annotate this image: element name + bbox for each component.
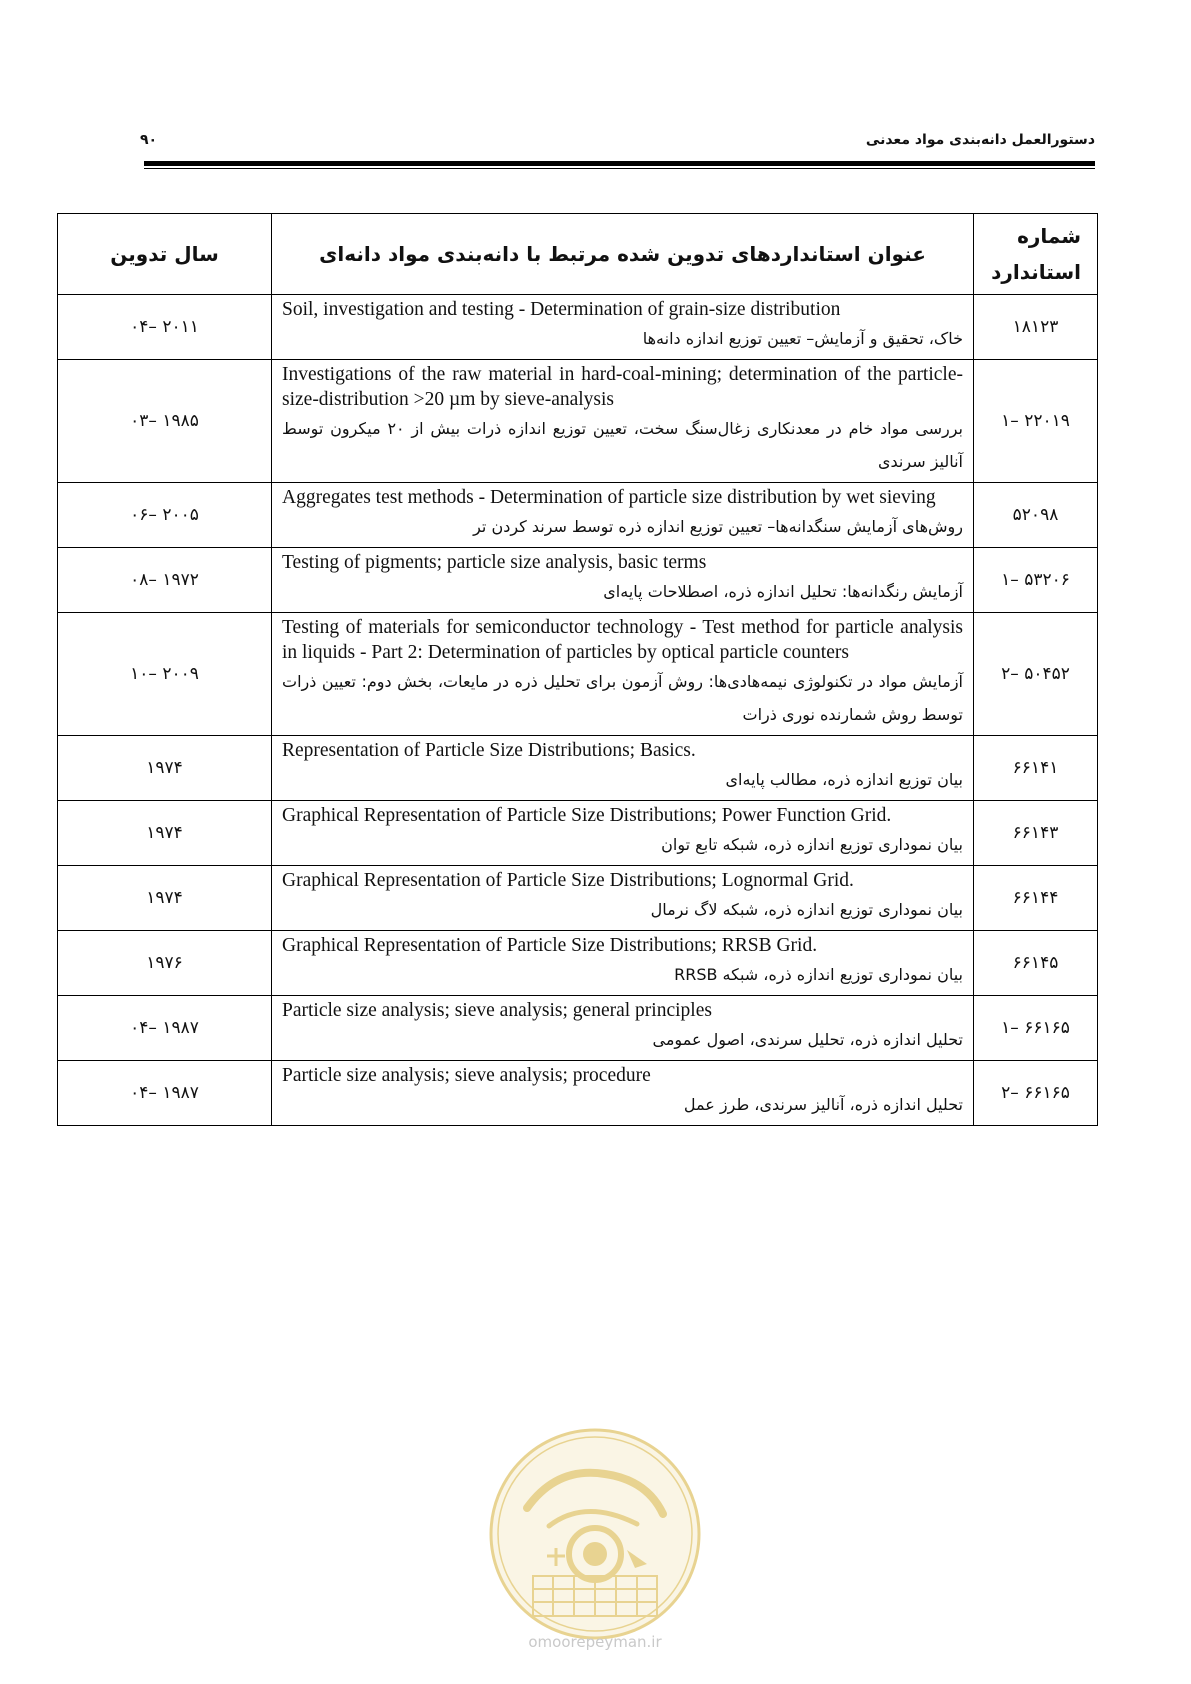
standard-number-cell: ۵۲۰۹۸ [974,483,1098,548]
watermark-url: omoorepeyman.ir [528,1633,662,1651]
standard-title-cell [272,295,974,360]
year-cell: ۱۹۷۴ [58,736,272,801]
title-persian: تحلیل اندازه ذره، آنالیز سرندی، طرز عمل [683,1095,963,1114]
standard-number-cell: ۶۶۱۴۵ [974,931,1098,996]
year-cell: ۱۹۸۷ –۰۴ [58,996,272,1061]
standard-number-cell: ۶۶۱۴۴ [974,866,1098,931]
table-header-row [58,214,1098,295]
table-row [58,801,1098,866]
title-persian: بیان نموداری توزیع اندازه ذره، شبکه تابع توان [661,835,963,854]
title-persian: بیان نموداری توزیع اندازه ذره، شبکه RRSB [674,965,963,984]
standards-table [57,213,1098,1126]
year-cell: ۱۹۷۲ –۰۸ [58,548,272,613]
title-english: Soil, investigation and testing - Determination of grain-size distribution [282,299,841,320]
year-cell: ۱۹۸۵ –۰۳ [58,360,272,483]
standard-number-cell: ۵۳۲۰۶ –۱ [974,548,1098,613]
title-persian: آزمایش مواد در تکنولوژی نیمه‌هادی‌ها: روش آزمون برای تحلیل ذره در مایعات، بخش دوم: تعیین ذرات توسط روش شمارنده نوری ذرات [282,672,963,724]
table-row [58,295,1098,360]
title-persian: روش‌های آزمایش سنگدانه‌ها– تعیین توزیع اندازه ذره توسط سرند کردن تر [473,517,963,536]
standard-title-cell [272,866,974,931]
table-row [58,996,1098,1061]
page-header [140,128,1095,158]
title-persian: بیان نموداری توزیع اندازه ذره، شبکه لاگ نرمال [650,900,963,919]
table-row [58,548,1098,613]
title-english: Testing of pigments; particle size analysis, basic terms [282,552,707,573]
table-row [58,736,1098,801]
year-cell: ۱۹۷۶ [58,931,272,996]
page-number: ۹۰ [140,132,158,148]
table-body [58,295,1098,1126]
standard-number-cell: ۵۰۴۵۲ –۲ [974,613,1098,736]
table-row [58,1061,1098,1126]
header-year: سال تدوین [58,214,272,295]
standard-title-cell [272,613,974,736]
title-english: Testing of materials for semiconductor technology - Test method for particle analysis in liquids - Part 2: Determination of particles by optical particle counters [282,617,963,663]
title-english: Graphical Representation of Particle Size Distributions; Lognormal Grid. [282,870,854,891]
standard-number-cell: ۶۶۱۴۳ [974,801,1098,866]
year-cell: ۲۰۰۵ –۰۶ [58,483,272,548]
table-row [58,360,1098,483]
header-standard-title: عنوان استانداردهای تدوین شده مرتبط با دانه‌بندی مواد دانه‌ای [272,214,974,295]
standard-title-cell [272,931,974,996]
standard-title-cell [272,1061,974,1126]
title-persian: آزمایش رنگدانه‌ها: تحلیل اندازه ذره، اصطلاحات پایه‌ای [603,582,963,601]
watermark-logo [487,1426,704,1643]
standard-title-cell [272,736,974,801]
year-cell: ۲۰۰۹ –۱۰ [58,613,272,736]
year-cell: ۲۰۱۱ –۰۴ [58,295,272,360]
title-english: Particle size analysis; sieve analysis; general principles [282,1000,712,1021]
title-english: Investigations of the raw material in hard-coal-mining; determination of the particle-size-distribution >20 µm by sieve-analysis [282,364,963,410]
table-row [58,483,1098,548]
standard-number-cell: ۲۲۰۱۹ –۱ [974,360,1098,483]
title-english: Particle size analysis; sieve analysis; procedure [282,1065,651,1086]
standard-number-cell: ۶۶۱۶۵ –۲ [974,1061,1098,1126]
standard-title-cell [272,483,974,548]
standard-title-cell [272,360,974,483]
table-row [58,866,1098,931]
standard-title-cell [272,996,974,1061]
header-number-line2: استاندارد [991,260,1081,284]
title-persian: بیان توزیع اندازه ذره، مطالب پایه‌ای [725,770,963,789]
header-standard-number [974,214,1098,295]
title-english: Graphical Representation of Particle Size Distributions; RRSB Grid. [282,935,818,956]
standard-number-cell: ۶۶۱۴۱ [974,736,1098,801]
title-english: Aggregates test methods - Determination of particle size distribution by wet sieving [282,487,936,508]
title-persian: تحلیل اندازه ذره، تحلیل سرندی، اصول عمومی [652,1030,963,1049]
header-rule [144,161,1095,166]
header-number-line1: شماره [1017,224,1081,248]
title-english: Graphical Representation of Particle Size Distributions; Power Function Grid. [282,805,892,826]
standard-number-cell: ۱۸۱۲۳ [974,295,1098,360]
year-cell: ۱۹۷۴ [58,801,272,866]
title-persian: خاک، تحقیق و آزمایش– تعیین توزیع اندازه دانه‌ها [642,329,963,348]
table-row [58,613,1098,736]
standard-number-cell: ۶۶۱۶۵ –۱ [974,996,1098,1061]
header-title: دستورالعمل دانه‌بندی مواد معدنی [865,132,1095,148]
header-rule-thin [144,168,1095,169]
title-english: Representation of Particle Size Distributions; Basics. [282,740,696,761]
title-persian: بررسی مواد خام در معدنکاری زغال‌سنگ سخت، تعیین توزیع اندازه ذرات بیش از ۲۰ میکرون توسط آنالیز سرندی [282,419,964,471]
table-row [58,931,1098,996]
standard-title-cell [272,801,974,866]
year-cell: ۱۹۷۴ [58,866,272,931]
year-cell: ۱۹۸۷ –۰۴ [58,1061,272,1126]
standard-title-cell [272,548,974,613]
